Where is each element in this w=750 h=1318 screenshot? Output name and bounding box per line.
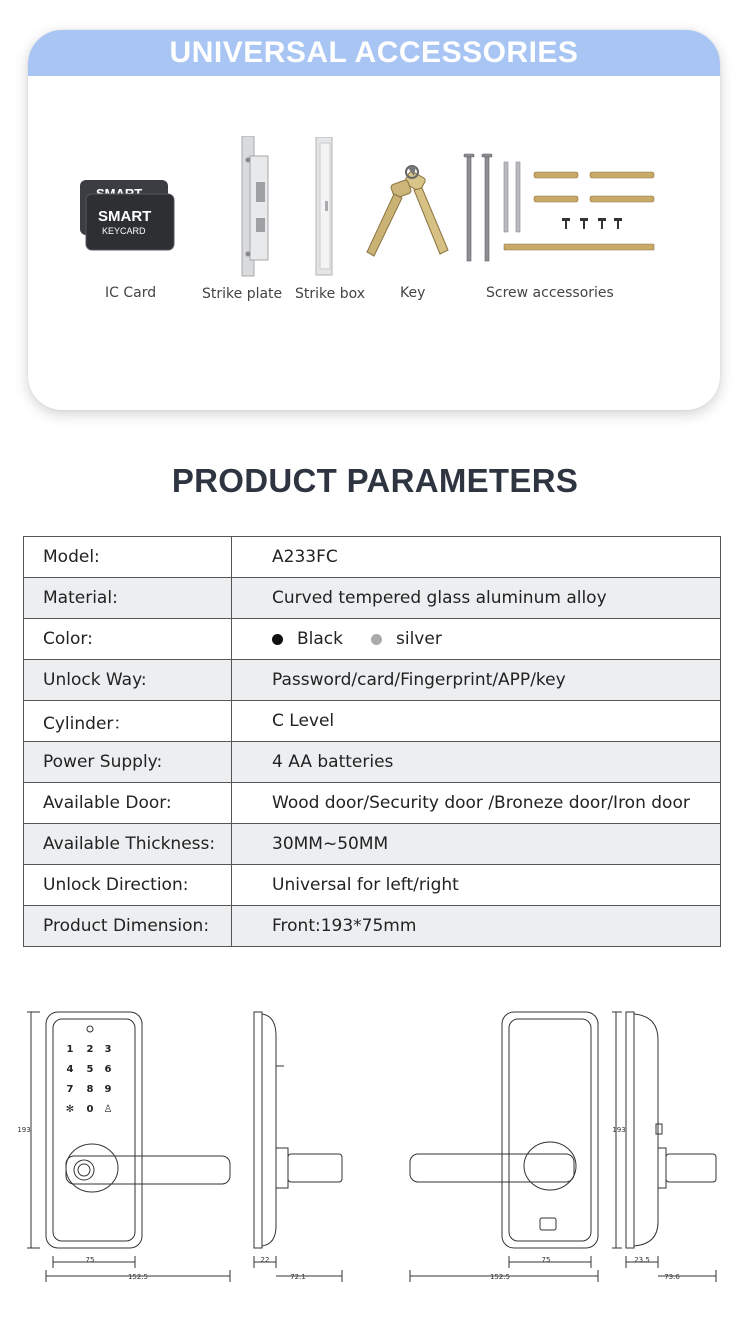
table-row — [24, 783, 721, 824]
row-value: C Level — [232, 701, 721, 742]
accessory-label-ic-card: IC Card — [105, 285, 157, 301]
svg-text:2: 2 — [86, 1044, 94, 1055]
color-silver-label: silver — [396, 629, 442, 649]
dim-side-depth: 22 — [260, 1256, 270, 1264]
row-label: Material: — [24, 578, 232, 619]
accessories-header — [28, 30, 720, 76]
svg-text:6: 6 — [104, 1064, 112, 1075]
silver-swatch-icon — [371, 634, 382, 645]
row-label: Unlock Way: — [24, 660, 232, 701]
table-row — [24, 660, 721, 701]
svg-text:1: 1 — [66, 1044, 74, 1055]
row-label: Product Dimension: — [24, 906, 232, 947]
front-view-drawing — [27, 1012, 230, 1282]
strike-plate-icon — [230, 136, 276, 280]
row-value: 30MM~50MM — [232, 824, 721, 865]
accessory-label-key: Key — [400, 285, 426, 301]
svg-text:KEYCARD: KEYCARD — [102, 226, 146, 236]
accessory-label-screw-accessories: Screw accessories — [486, 285, 614, 301]
parameters-table — [23, 536, 721, 947]
row-label: Color: — [24, 619, 232, 660]
technical-drawings — [0, 1000, 750, 1300]
dim-front-total: 152.5 — [127, 1273, 149, 1281]
row-value: 4 AA batteries — [232, 742, 721, 783]
strike-box-icon — [311, 137, 341, 277]
table-row — [24, 578, 721, 619]
row-value: Universal for left/right — [232, 865, 721, 906]
back-view-drawing — [410, 1012, 598, 1282]
row-value: A233FC — [232, 537, 721, 578]
table-row — [24, 865, 721, 906]
row-value: Wood door/Security door /Broneze door/Iron door — [232, 783, 721, 824]
dim-front-width: 75 — [85, 1256, 95, 1264]
row-value: Curved tempered glass aluminum alloy — [232, 578, 721, 619]
svg-text:5: 5 — [86, 1064, 94, 1075]
dim-back-side-total: 73.6 — [664, 1273, 680, 1281]
accessory-label-strike-box: Strike box — [295, 286, 365, 302]
color-black-label: Black — [297, 629, 343, 649]
svg-text:9: 9 — [104, 1084, 112, 1095]
svg-text:8: 8 — [86, 1084, 94, 1095]
ic-card-icon — [76, 178, 176, 253]
dim-back-total: 152.5 — [489, 1273, 511, 1281]
row-label: Model: — [24, 537, 232, 578]
svg-text:3: 3 — [104, 1044, 112, 1055]
accessory-label-strike-plate: Strike plate — [202, 286, 283, 302]
accessories-title: UNIVERSAL ACCESSORIES — [169, 36, 579, 69]
dim-back-width: 75 — [541, 1256, 551, 1264]
row-label: Cylinder： — [24, 701, 232, 742]
black-swatch-icon — [272, 634, 283, 645]
row-label: Unlock Direction: — [24, 865, 232, 906]
accessories-card — [28, 30, 720, 410]
row-value: Password/card/Fingerprint/APP/key — [232, 660, 721, 701]
table-row — [24, 824, 721, 865]
dim-side-total: 72.1 — [290, 1273, 306, 1281]
keypad — [66, 1044, 113, 1115]
table-row — [24, 742, 721, 783]
svg-text:0: 0 — [86, 1104, 94, 1115]
screw-accessories-icon — [458, 150, 658, 265]
side-view-drawing — [254, 1012, 342, 1282]
dim-front-height: 193 — [17, 1126, 31, 1134]
dim-back-height: 193 — [612, 1126, 626, 1134]
svg-text:4: 4 — [66, 1064, 74, 1075]
dim-back-side-depth: 23.5 — [634, 1256, 650, 1264]
svg-text:✻: ✻ — [65, 1104, 75, 1115]
svg-text:♙: ♙ — [103, 1104, 113, 1115]
row-label: Power Supply: — [24, 742, 232, 783]
parameters-title: PRODUCT PARAMETERS — [171, 462, 579, 499]
table-row — [24, 619, 721, 660]
table-row — [24, 537, 721, 578]
table-row — [24, 701, 721, 742]
svg-text:7: 7 — [66, 1084, 74, 1095]
row-label: Available Thickness: — [24, 824, 232, 865]
row-label: Available Door: — [24, 783, 232, 824]
row-value-colors — [232, 619, 721, 660]
svg-text:SMART: SMART — [98, 208, 152, 225]
row-value: Front:193*75mm — [232, 906, 721, 947]
back-side-view-drawing — [612, 1012, 716, 1282]
key-icon — [364, 164, 450, 260]
table-row — [24, 906, 721, 947]
